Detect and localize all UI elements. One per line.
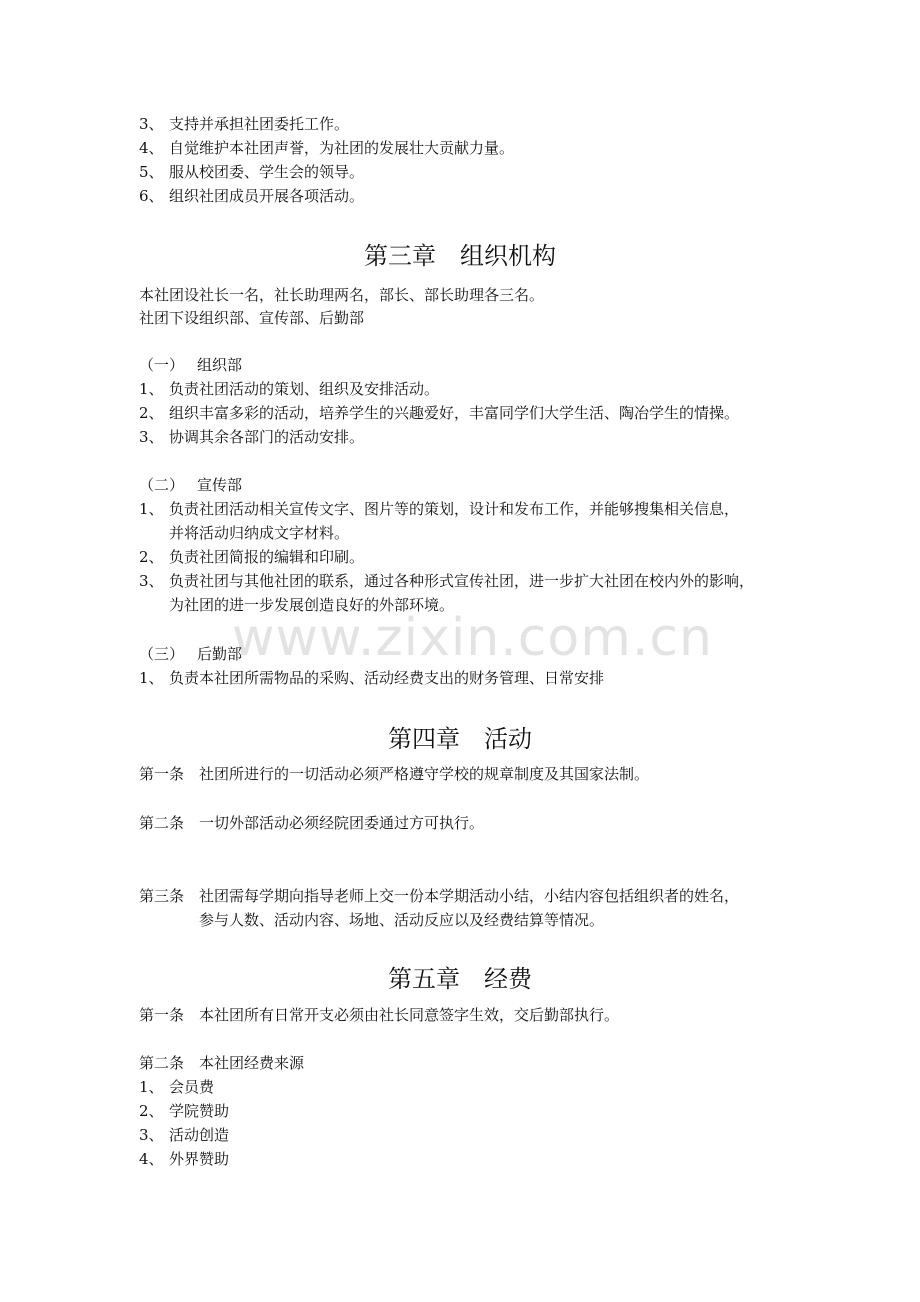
list-item: 3、 负责社团与其他社团的联系，通过各种形式宣传社团，进一步扩大社团在校内外的影响， bbox=[139, 572, 755, 590]
list-item-continuation: 并将活动归纳成文字材料。 bbox=[169, 524, 350, 542]
list-item: 2、 组织丰富多彩的活动，培养学生的兴趣爱好，丰富同学们大学生活、陶冶学生的情操。 bbox=[139, 404, 740, 422]
list-item: 1、 负责社团活动的策划、组织及安排活动。 bbox=[139, 380, 440, 398]
article: 第二条 本社团经费来源 bbox=[139, 1054, 305, 1072]
list-item: 1、 负责社团活动相关宣传文字、图片等的策划，设计和发布工作，并能够搜集相关信息， bbox=[139, 500, 740, 518]
list-item: 6、 组织社团成员开展各项活动。 bbox=[139, 187, 365, 205]
article: 第二条 一切外部活动必须经院团委通过方可执行。 bbox=[139, 814, 485, 832]
article: 第三条 社团需每学期向指导老师上交一份本学期活动小结，小结内容包括组织者的姓名， bbox=[139, 887, 740, 905]
paragraph: 本社团设社长一名，社长助理两名，部长、部长助理各三名。 bbox=[139, 286, 545, 304]
chapter-3-heading: 第三章 组织机构 bbox=[364, 242, 556, 270]
list-item-continuation: 为社团的进一步发展创造良好的外部环境。 bbox=[169, 596, 455, 614]
list-item: 3、 协调其余各部门的活动安排。 bbox=[139, 428, 365, 446]
chapter-5-heading: 第五章 经费 bbox=[388, 965, 532, 993]
article: 第一条 社团所进行的一切活动必须严格遵守学校的规章制度及其国家法制。 bbox=[139, 765, 650, 783]
chapter-4-heading: 第四章 活动 bbox=[388, 725, 532, 753]
article: 第一条 本社团所有日常开支必须由社长同意签字生效，交后勤部执行。 bbox=[139, 1006, 620, 1024]
list-item: 3、 活动创造 bbox=[139, 1126, 230, 1144]
watermark: www.zixin.com.cn bbox=[232, 608, 713, 668]
list-item: 1、 会员费 bbox=[139, 1078, 215, 1096]
list-item: 5、 服从校团委、学生会的领导。 bbox=[139, 163, 365, 181]
section-heading-organization: （一） 组织部 bbox=[139, 356, 243, 374]
list-item: 3、 支持并承担社团委托工作。 bbox=[139, 115, 350, 133]
section-heading-logistics: （三） 后勤部 bbox=[139, 645, 243, 663]
section-heading-publicity: （二） 宣传部 bbox=[139, 476, 243, 494]
list-item: 4、 自觉维护本社团声誉，为社团的发展壮大贡献力量。 bbox=[139, 139, 515, 157]
list-item: 2、 负责社团简报的编辑和印刷。 bbox=[139, 548, 365, 566]
paragraph: 社团下设组织部、宣传部、后勤部 bbox=[139, 309, 365, 327]
list-item: 2、 学院赞助 bbox=[139, 1102, 230, 1120]
list-item: 1、 负责本社团所需物品的采购、活动经费支出的财务管理、日常安排 bbox=[139, 669, 605, 687]
article-continuation: 参与人数、活动内容、场地、活动反应以及经费结算等情况。 bbox=[199, 911, 605, 929]
list-item: 4、 外界赞助 bbox=[139, 1150, 230, 1168]
